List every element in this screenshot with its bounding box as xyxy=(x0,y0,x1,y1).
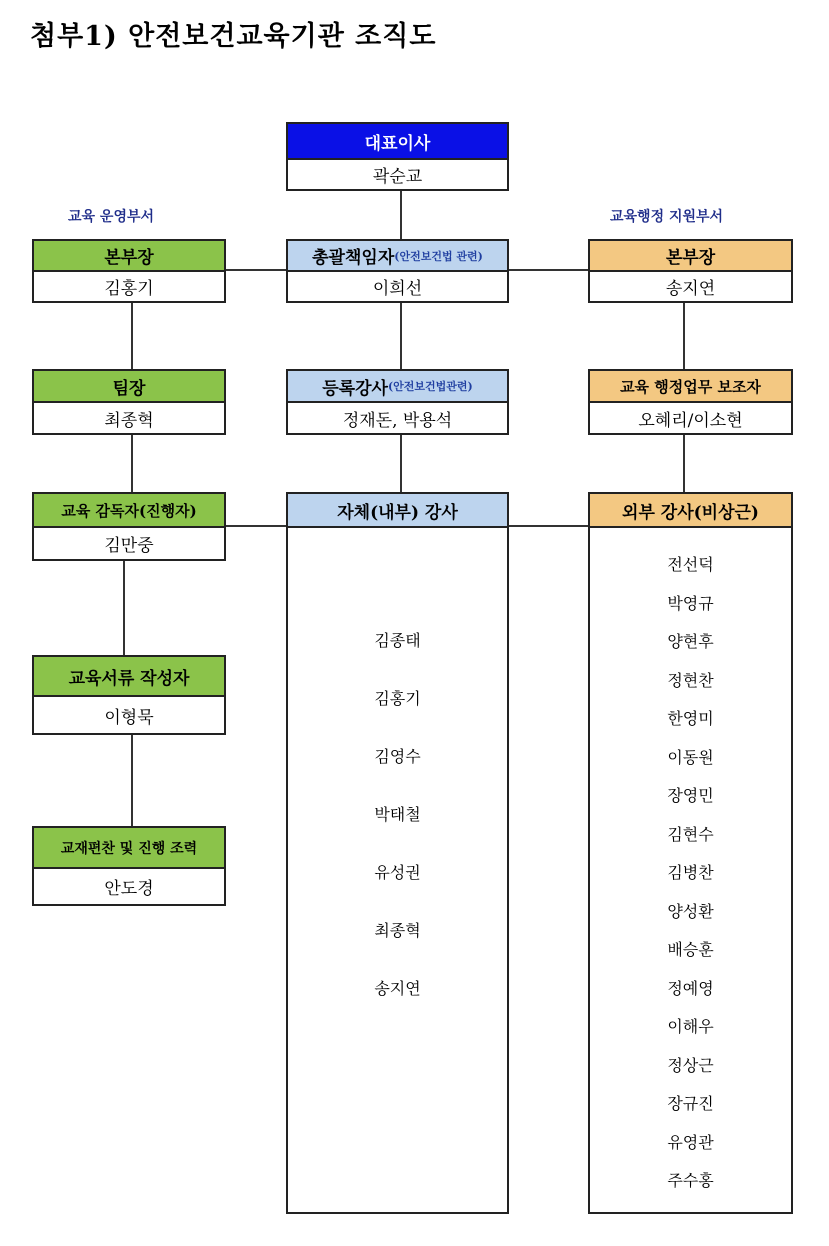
registered-instructor-note: (안전보건법관련) xyxy=(387,380,473,393)
team-leader-name: 최종혁 xyxy=(104,410,154,431)
general-manager-box xyxy=(286,239,509,303)
internal-instructors-role: 자체(내부) 강사 xyxy=(288,494,507,528)
connector-center-1-2 xyxy=(400,302,402,370)
document-writer-role: 교육서류 작성자 xyxy=(34,657,224,697)
registered-instructor-box xyxy=(286,369,509,435)
connector-left-1-2 xyxy=(131,302,133,370)
left-team-leader-box xyxy=(32,369,226,435)
internal-instructors-list xyxy=(288,528,507,1208)
general-manager-name: 이희선 xyxy=(372,279,423,299)
connector-right-2-3 xyxy=(683,434,685,493)
material-support-name: 안도경 xyxy=(104,879,154,899)
general-manager-role xyxy=(288,241,507,272)
page-title: 첨부1) 안전보건교육기관 조직도 xyxy=(30,21,437,52)
ceo-box xyxy=(286,122,509,191)
internal-instructor: 송지연 xyxy=(374,979,421,998)
connector-center-2-3 xyxy=(400,434,402,493)
external-instructors-box xyxy=(588,492,793,1214)
external-instructors-role: 외부 강사(비상근) xyxy=(590,494,791,528)
left-head-role: 본부장 xyxy=(34,241,224,272)
connector-left-3-4 xyxy=(123,560,125,656)
external-instructor: 김병찬 xyxy=(667,863,714,882)
admin-assistant-name: 오혜리/이소현 xyxy=(638,410,743,431)
connector-left-2-3 xyxy=(131,434,133,493)
admin-assistant-box xyxy=(588,369,793,435)
material-support-role: 교재편찬 및 진행 조력 xyxy=(34,828,224,869)
supervisor-role: 교육 감독자(진행자) xyxy=(34,494,224,528)
left-document-writer-box xyxy=(32,655,226,735)
connector-right-1-2 xyxy=(683,302,685,370)
external-instructor: 정현찬 xyxy=(667,671,714,690)
document-writer-name: 이형묵 xyxy=(104,707,154,728)
right-head-name: 송지연 xyxy=(665,279,716,299)
left-head-name: 김홍기 xyxy=(104,279,154,299)
right-head-role: 본부장 xyxy=(590,241,791,272)
internal-instructors-box xyxy=(286,492,509,1214)
internal-instructor: 유성권 xyxy=(374,863,421,882)
external-instructor: 주수홍 xyxy=(667,1171,714,1190)
external-instructor: 유영관 xyxy=(667,1133,714,1152)
admin-assistant-role: 교육 행정업무 보조자 xyxy=(590,371,791,403)
external-instructor: 이해우 xyxy=(667,1017,714,1036)
external-instructor: 한영미 xyxy=(667,709,714,728)
external-instructor: 양현후 xyxy=(667,632,714,651)
external-instructor: 박영규 xyxy=(667,594,714,613)
ceo-role: 대표이사 xyxy=(288,124,507,160)
external-instructor: 정예영 xyxy=(667,979,714,998)
internal-instructor: 박태철 xyxy=(374,805,421,824)
internal-instructor: 김홍기 xyxy=(374,689,421,708)
connector-left-4-5 xyxy=(131,734,133,827)
internal-instructor: 김종태 xyxy=(374,631,421,650)
internal-instructor: 최종혁 xyxy=(374,921,421,940)
registered-instructor-role xyxy=(288,371,507,403)
external-instructor: 이동원 xyxy=(667,748,714,767)
supervisor-name: 김만중 xyxy=(104,536,154,556)
external-instructor: 양성환 xyxy=(667,902,714,921)
external-instructor: 전선덕 xyxy=(667,555,714,574)
external-instructor: 김현수 xyxy=(667,825,714,844)
registered-instructor-name: 정재돈, 박용석 xyxy=(342,410,453,431)
external-instructor: 장규진 xyxy=(667,1094,714,1113)
left-supervisor-box xyxy=(32,492,226,561)
right-head-box xyxy=(588,239,793,303)
team-leader-role: 팀장 xyxy=(34,371,224,403)
internal-instructor: 김영수 xyxy=(374,747,421,766)
left-material-support-box xyxy=(32,826,226,906)
general-manager-note: (안전보건법 관련) xyxy=(394,249,483,263)
external-instructors-list xyxy=(590,528,791,1208)
ceo-name: 곽순교 xyxy=(372,167,423,187)
external-instructor: 정상근 xyxy=(667,1056,714,1075)
left-department-label: 교육 운영부서 xyxy=(68,209,155,225)
general-manager-role-text: 총괄책임자 xyxy=(312,248,395,268)
registered-instructor-role-text: 등록강사 xyxy=(322,378,388,399)
external-instructor: 장영민 xyxy=(667,786,714,805)
left-head-box xyxy=(32,239,226,303)
connector-ceo-center xyxy=(400,190,402,240)
right-department-label: 교육행정 지원부서 xyxy=(610,209,724,225)
external-instructor: 배승훈 xyxy=(667,940,714,959)
